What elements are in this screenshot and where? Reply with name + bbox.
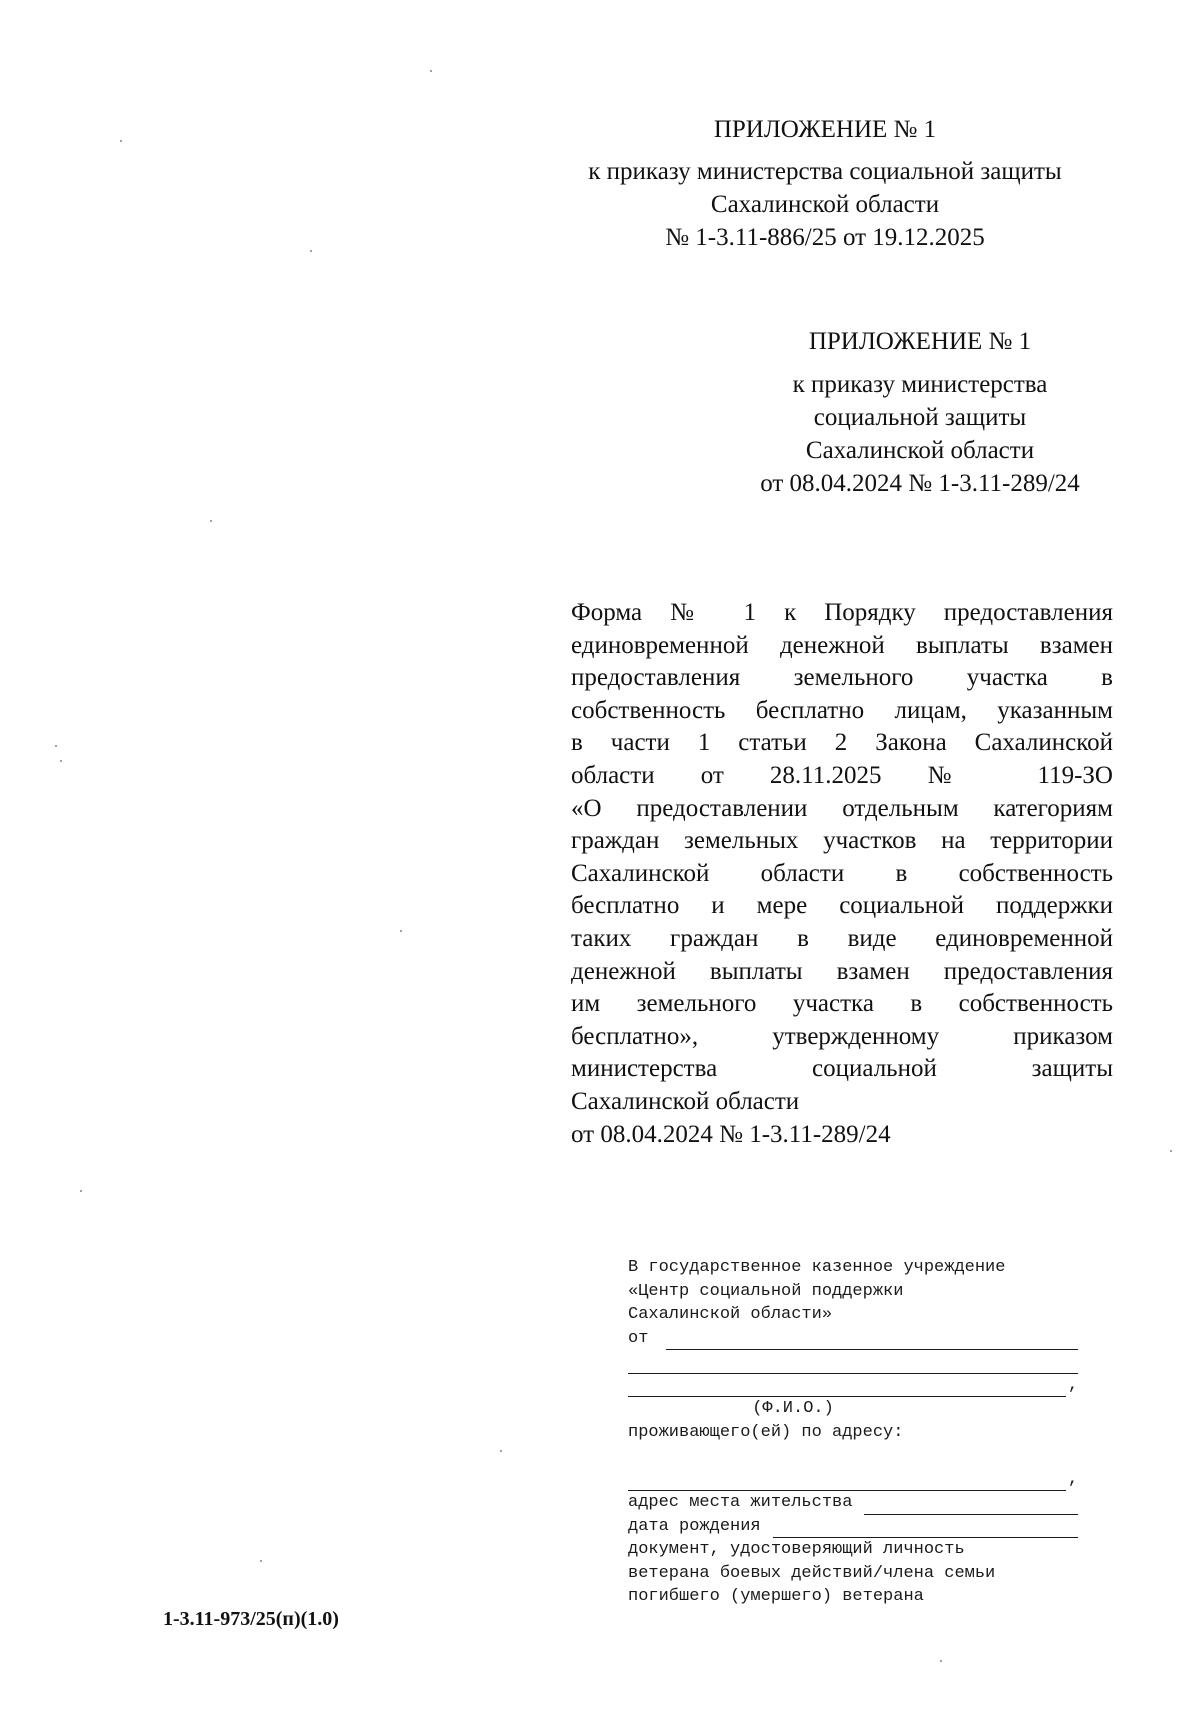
residing-label: проживающего(ей) по адресу: [628, 1422, 904, 1442]
form-reference-note [571, 597, 1113, 1151]
note-line: граждан земельных участков на территории [571, 827, 1113, 855]
recipient-line: В государственное казенное учреждение [628, 1258, 1006, 1277]
approval-line: Сахалинской области [805, 437, 1035, 464]
document-code: 1-3.11-973/25(п)(1.0) [163, 1608, 339, 1630]
note-line: единовременной денежной выплаты взамен [571, 631, 1113, 659]
id-doc-line: ветерана боевых действий/члена семьи [628, 1563, 996, 1583]
note-line: области от 28.11.2025 № 119-ЗО [571, 761, 1113, 789]
approval-header-original [700, 325, 1140, 500]
scan-speck [940, 1660, 942, 1662]
note-line: министерства социальной защиты [571, 1055, 1113, 1083]
address-row [628, 1468, 1078, 1492]
note-line: денежной выплаты взамен предоставления [571, 957, 1113, 985]
scan-speck [310, 250, 312, 252]
approval-line: социальной защиты [813, 404, 1027, 431]
note-line: собственность бесплатно лицам, указанным [571, 696, 1113, 724]
approval-title: ПРИЛОЖЕНИЕ № 1 [808, 328, 1032, 355]
spacer-row [628, 1444, 1078, 1468]
scan-speck [210, 520, 212, 522]
birth-label: дата рождения [628, 1516, 761, 1536]
approval-line: к приказу министерства [792, 371, 1048, 398]
scan-speck [260, 1560, 262, 1562]
residence-row [628, 1491, 1078, 1515]
scan-speck [400, 930, 402, 932]
recipient-address-block [628, 1256, 1078, 1609]
scan-speck [55, 745, 57, 747]
note-line: предоставления земельного участка в [571, 664, 1113, 692]
residence-field-line[interactable] [864, 1498, 1078, 1515]
birth-field-line[interactable] [773, 1521, 1078, 1538]
note-line: бесплатно», утвержденному приказом [571, 1022, 1113, 1050]
note-line: «О предоставлении отдельным категориям [571, 794, 1113, 822]
note-line: от 08.04.2024 № 1-3.11-289/24 [571, 1120, 891, 1148]
approval-line: к приказу министерства социальной защиты [588, 158, 1062, 185]
scan-speck [500, 1450, 502, 1452]
comma: , [1068, 1469, 1079, 1489]
fio-row [628, 1374, 1078, 1398]
recipient-line: «Центр социальной поддержки [628, 1281, 904, 1301]
from-label: от [628, 1328, 649, 1348]
approval-line: от 08.04.2024 № 1-3.11-289/24 [760, 470, 1080, 497]
approval-title: ПРИЛОЖЕНИЕ № 1 [713, 116, 937, 143]
scan-speck [60, 760, 62, 762]
fio-caption-row [628, 1397, 1078, 1421]
scan-speck [430, 70, 432, 72]
fio-caption: (Ф.И.О.) [752, 1399, 834, 1418]
id-doc-line: погибшего (умершего) ветерана [628, 1587, 924, 1606]
address-field-line[interactable] [628, 1474, 1066, 1491]
approval-header-current [540, 113, 1110, 254]
note-line: Сахалинской области в собственность [571, 859, 1113, 887]
fio-field-line[interactable] [628, 1380, 1066, 1397]
fio-field-line[interactable] [666, 1333, 1078, 1350]
note-line: в части 1 статьи 2 Закона Сахалинской [571, 729, 1113, 757]
scan-speck [80, 1190, 82, 1192]
note-line: Форма № 1 к Порядку предоставления [571, 599, 1113, 626]
note-line: бесплатно и мере социальной поддержки [571, 892, 1113, 920]
note-line: таких граждан в виде единовременной [571, 924, 1113, 952]
fio-row [628, 1350, 1078, 1374]
birth-row [628, 1515, 1078, 1539]
comma: , [1068, 1375, 1079, 1395]
scan-speck [1170, 1150, 1172, 1152]
scan-speck [120, 140, 122, 142]
approval-line: № 1-3.11-886/25 от 19.12.2025 [665, 224, 985, 251]
fio-field-line[interactable] [628, 1357, 1078, 1374]
recipient-line: Сахалинской области» [628, 1305, 833, 1324]
id-doc-line: документ, удостоверяющий личность [628, 1540, 965, 1559]
approval-line: Сахалинской области [710, 191, 940, 218]
note-line: им земельного участка в собственность [571, 990, 1113, 1018]
from-row [628, 1327, 1078, 1351]
residence-label: адрес места жительства [628, 1493, 853, 1512]
note-line: Сахалинской области [571, 1087, 800, 1115]
